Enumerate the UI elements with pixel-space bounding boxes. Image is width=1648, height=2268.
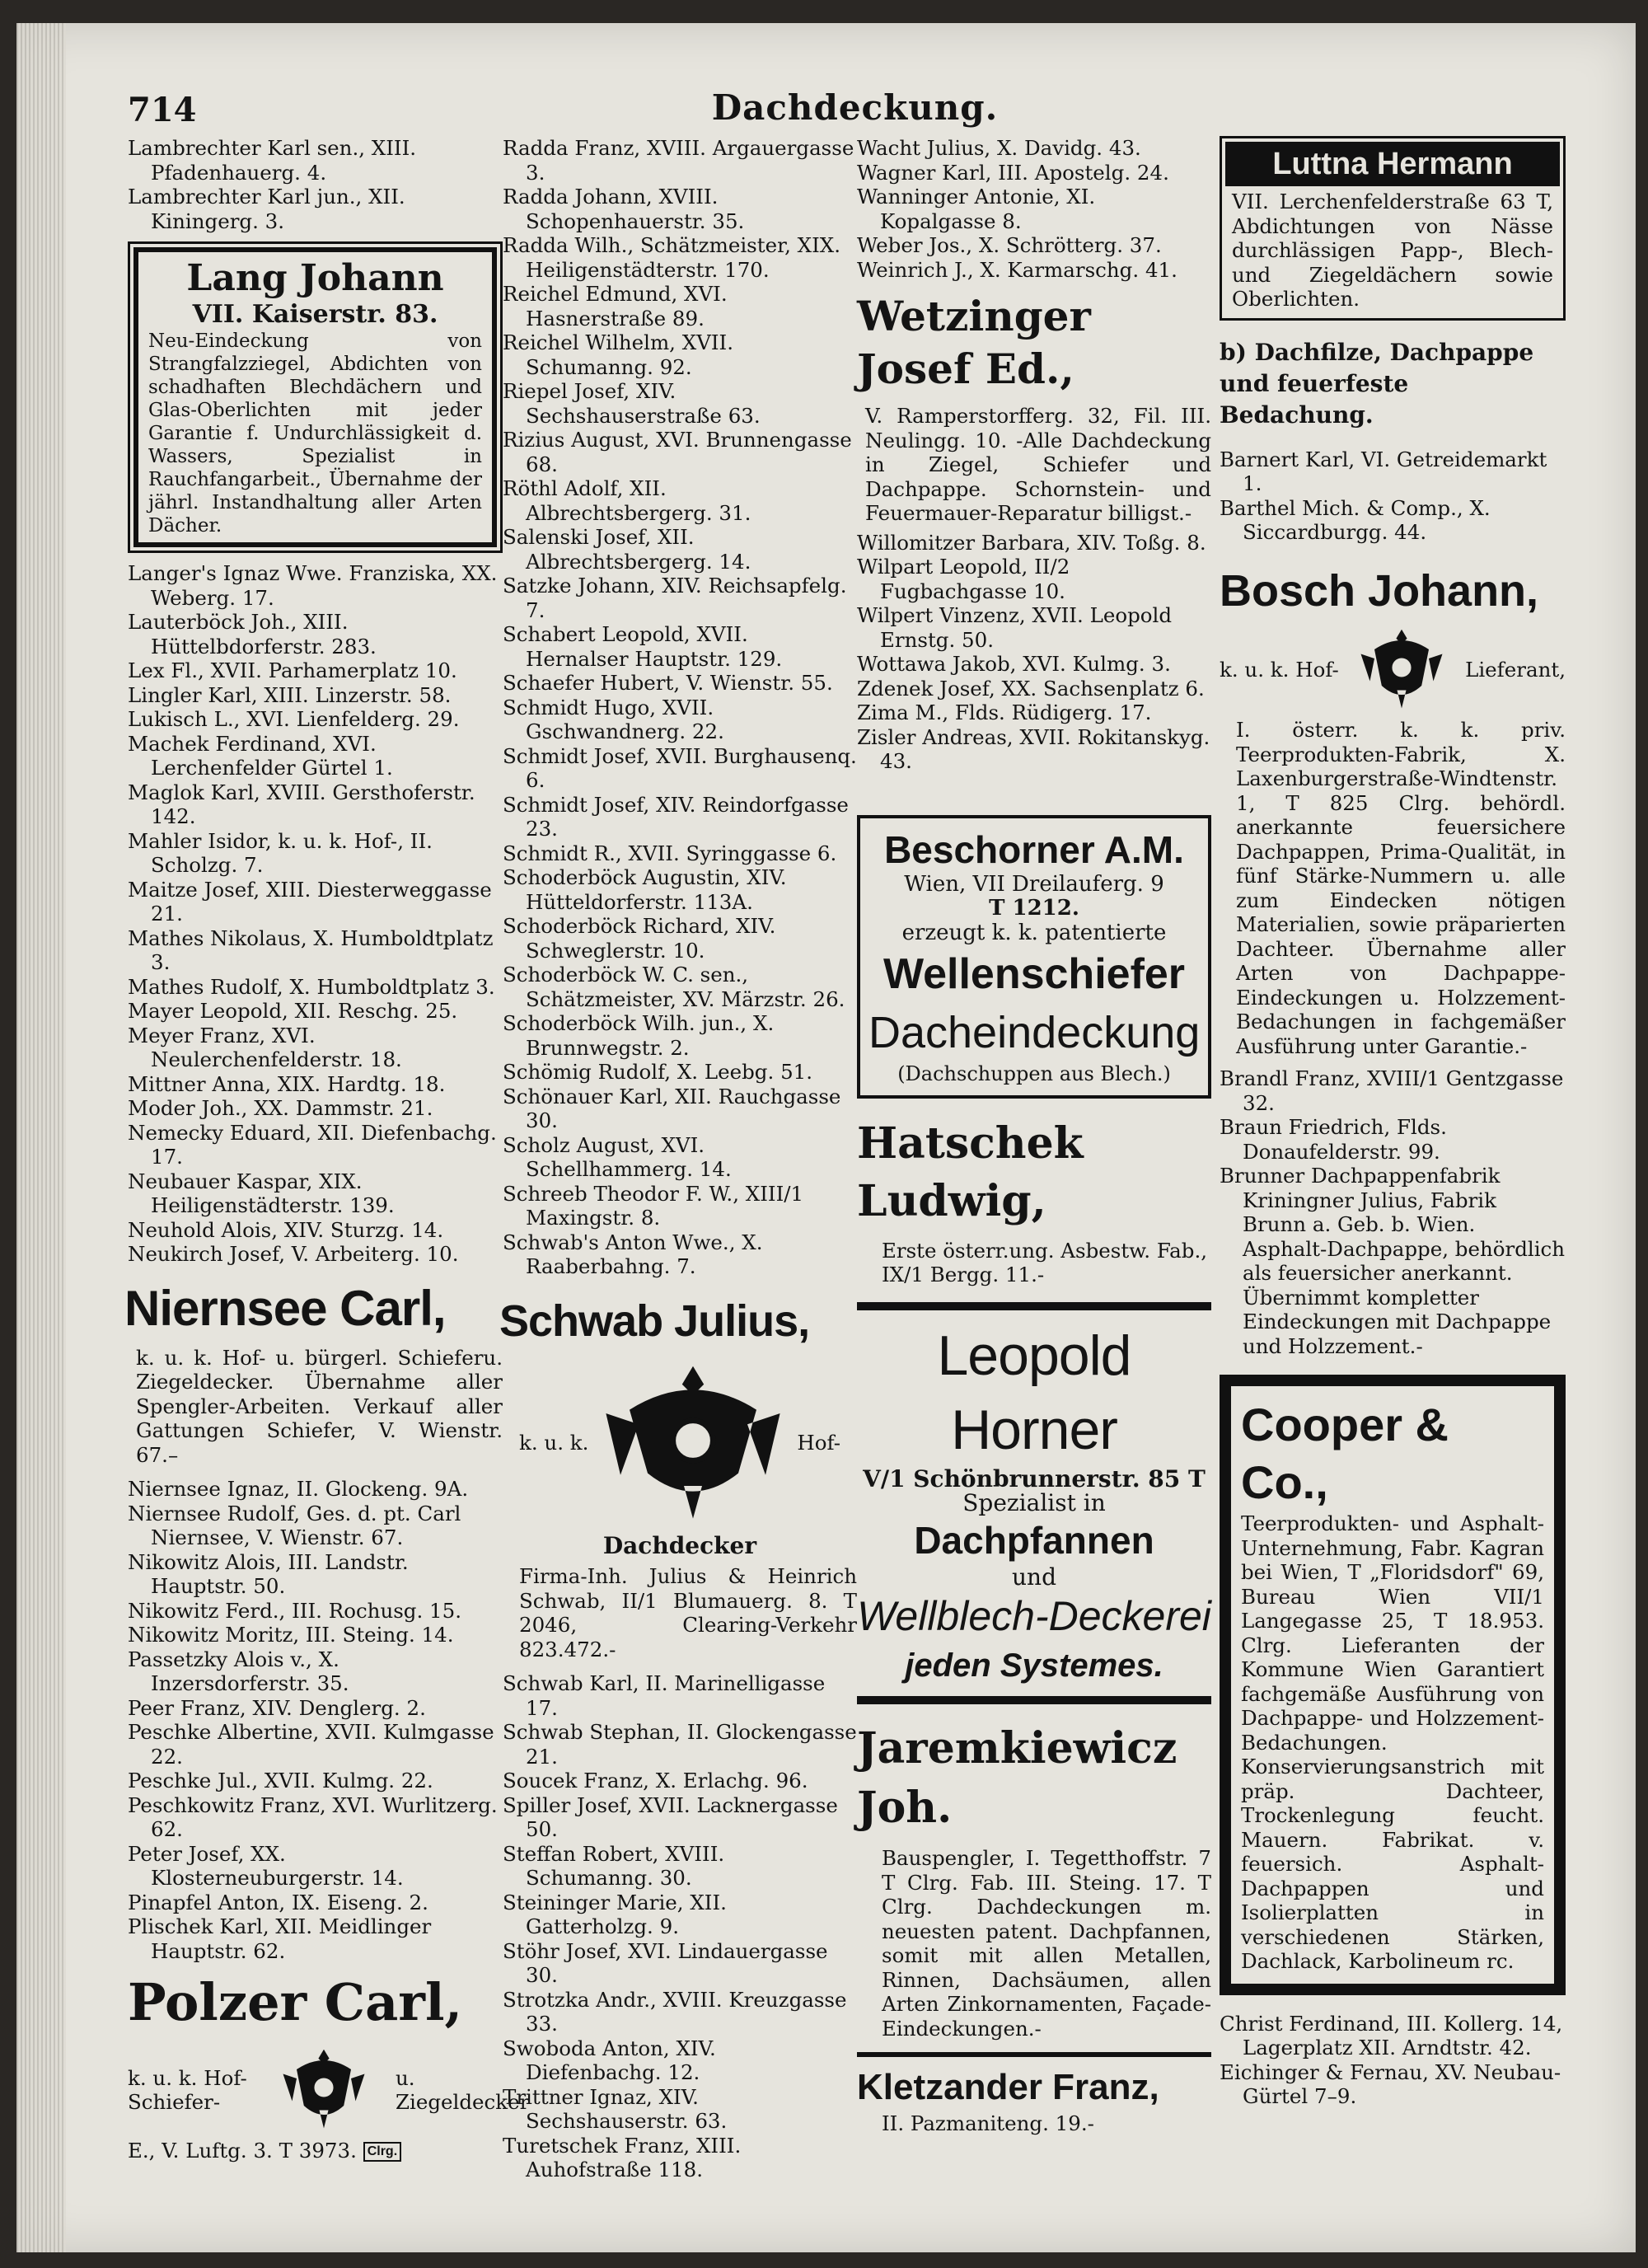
list-item: Lambrechter Karl jun., XII. Kiningerg. 3.: [128, 185, 405, 233]
list-item: Meyer Franz, XVI. Neulerchenfelderstr. 18.: [128, 1023, 402, 1071]
list-item: Wanninger Antonie, XI. Kopalgasse 8.: [857, 185, 1096, 233]
list-item: Schwab Stephan, II. Glockengasse 21.: [503, 1720, 857, 1769]
ad-schwab-left: k. u. k.: [519, 1431, 589, 1455]
list-item: Radda Franz, XVIII. Argauergasse 3.: [503, 136, 854, 185]
list-item: Neukirch Josef, V. Arbeiterg. 10.: [128, 1242, 459, 1266]
list-item: Wilpert Vinzenz, XVII. Leopold Ernstg. 50.: [857, 603, 1173, 652]
entry-list-mid: [1220, 1066, 1566, 1358]
list-item: Steffan Robert, XVIII. Schumanng. 30.: [503, 1841, 725, 1890]
list-item: Brandl Franz, XVIII/1 Gentzgasse 32.: [1220, 1066, 1564, 1115]
ad-phone: T 1212.: [989, 896, 1079, 921]
ad-bosch-left: k. u. k. Hof-: [1220, 658, 1339, 682]
double-eagle-icon: [279, 2042, 369, 2139]
ad-kletzander-name: Kletzander Franz,: [857, 2067, 1159, 2107]
list-item: Maglok Karl, XVIII. Gersthoferstr. 142.: [128, 780, 475, 828]
list-item: Plischek Karl, XII. Meidlinger Hauptstr. 62.: [128, 1914, 432, 1963]
list-item: Christ Ferdinand, III. Kollerg. 14, Lagerplatz XII. Arndtstr. 42.: [1220, 2011, 1563, 2059]
list-item: Reichel Wilhelm, XVII. Schumanng. 92.: [503, 330, 734, 379]
ad-bosch-line: [1220, 622, 1566, 719]
list-item: Wilpart Leopold, II/2 Fugbachgasse 10.: [857, 555, 1070, 603]
list-item: Schreeb Theodor F. W., XIII/1 Maxingstr. 8.: [503, 1181, 804, 1230]
ad-schwab-role: Dachdecker: [602, 1532, 757, 1559]
ad-polzer-line: [128, 2042, 530, 2139]
page-title: Dachdeckung.: [711, 87, 999, 128]
ad-text: VII. Lerchenfelderstraße 63 T, Abdichtungen von Nässe durchlässigen Papp-, Blech- und Ziegeldächern sowie Oberlichten.: [1232, 190, 1553, 311]
list-item: Swoboda Anton, XIV. Diefenbachg. 12.: [503, 2036, 716, 2084]
list-item: Peschke Albertine, XVII. Kulmgasse 22.: [128, 1720, 494, 1769]
ad-hatschek-name: Hatschek Ludwig,: [857, 1118, 1084, 1226]
list-item: Mahler Isidor, k. u. k. Hof-, II. Scholzg. 7.: [128, 828, 433, 877]
ad-title: Cooper & Co.,: [1241, 1399, 1449, 1508]
list-item: Moder Joh., XX. Dammstr. 21.: [128, 1096, 433, 1120]
ad-title: Luttna Hermann: [1225, 142, 1560, 186]
list-item: Lingler Karl, XIII. Linzerstr. 58.: [128, 682, 452, 707]
list-item: Schmidt Josef, XVII. Burghausenq. 6.: [503, 743, 857, 792]
divider: [857, 2052, 1211, 2057]
list-item: Lukisch L., XVI. Lienfelderg. 29.: [128, 707, 460, 731]
list-item: Riepel Josef, XIV. Sechshauserstraße 63.: [503, 379, 761, 428]
entry-list-top: [503, 136, 857, 1279]
ad-lang-johann: [128, 241, 503, 553]
list-item: Zdenek Josef, XX. Sachsenplatz 6.: [857, 676, 1205, 701]
list-item: Neuhold Alois, XIV. Sturzg. 14.: [128, 1217, 444, 1242]
list-item: Weber Jos., X. Schrötterg. 37.: [857, 233, 1162, 257]
ad-luttna-hermann: [1220, 136, 1566, 321]
list-item: Schwab Karl, II. Marinelligasse 17.: [503, 1671, 826, 1720]
ad-polzer-left: k. u. k. Hof-Schiefer-: [128, 2065, 247, 2115]
list-item: Schoderböck Richard, XIV. Schweglerstr. 10.: [503, 914, 776, 963]
ad-hatschek-text: Erste österr.ung. Asbestw. Fab., IX/1 Bergg. 11.-: [882, 1238, 1208, 1286]
ad-address: Wien, VII Dreilauferg. 9: [904, 871, 1164, 897]
ad-bosch-text: I. österr. k. k. priv. Teerprodukten-Fabrik, X. Laxenburgerstraße-Windtenstr. 1, T 825 Clrg. behördl. anerkannte feuersichere Dachpappen, Prima-Qualität, in fünf Stärke-Nummern u. alle zum Eindecken nötigen Materialien, sowie präparierten Dachteer. Übernahme aller Arten von Dachpappe-Eindeckungen u. Holzzement-Bedachungen in fachgemäßer Ausführung unter Garantie.-: [1236, 718, 1566, 1058]
list-item: Soucek Franz, X. Erlachg. 96.: [503, 1769, 808, 1792]
ad-big-2: Wellblech-Deckerei: [857, 1593, 1211, 1639]
ad-sub: (Dachschuppen aus Blech.): [897, 1062, 1171, 1085]
list-item: Wottawa Jakob, XVI. Kulmg. 3.: [857, 652, 1171, 676]
list-item: Nikowitz Moritz, III. Steing. 14.: [128, 1623, 454, 1647]
list-item: Mittner Anna, XIX. Hardtg. 18.: [128, 1071, 446, 1096]
list-item: Peschkowitz Franz, XVI. Wurlitzerg. 62.: [128, 1792, 498, 1841]
list-item: Mayer Leopold, XII. Reschg. 25.: [128, 999, 458, 1023]
list-item: Wagner Karl, III. Apostelg. 24.: [857, 160, 1169, 185]
page-header: [111, 82, 1599, 132]
ad-bosch-name: Bosch Johann,: [1220, 565, 1539, 616]
list-item: Schmidt Josef, XIV. Reindorfgasse 23.: [503, 792, 849, 841]
list-item: Wacht Julius, X. Davidg. 43.: [857, 136, 1141, 160]
list-item: Brunner Dachpappenfabrik Kriningner Julius, Fabrik Brunn a. Geb. b. Wien. Asphalt-Dachpappe, behördlich als feuersicher anerkannt. Übernimmt kompletter Eindeckungen mit Dachpappe und Holzzement.-: [1220, 1164, 1566, 1358]
entry-list-bottom: [128, 1477, 503, 1963]
ad-polzer-address: [128, 2139, 503, 2163]
list-item: Satzke Johann, XIV. Reichsapfelg. 7.: [503, 574, 847, 622]
list-item: Niernsee Rudolf, Ges. d. pt. Carl Niernsee, V. Wienstr. 67.: [128, 1501, 461, 1549]
ad-niernsee-text: k. u. k. Hof- u. bürgerl. Schieferu. Ziegeldecker. Übernahme aller Spengler-Arbeiten. Verkauf aller Gattungen Schiefer, V. Wienstr. 67.–: [136, 1345, 503, 1467]
ad-wetzinger-name: Wetzinger Josef Ed.,: [857, 292, 1091, 393]
ad-schwab-name: Schwab Julius,: [499, 1296, 810, 1346]
list-item: Neubauer Kaspar, XIX. Heiligenstädterstr. 139.: [128, 1169, 395, 1217]
list-item: Schwab's Anton Wwe., X. Raaberbahng. 7.: [503, 1230, 763, 1278]
list-item: Schoderböck Wilh. jun., X. Brunnwegstr. 2.: [503, 1011, 775, 1060]
ad-big-2: Dacheindeckung: [868, 1008, 1201, 1057]
list-item: Röthl Adolf, XII. Albrechtsbergerg. 31.: [503, 476, 751, 525]
list-item: Lauterböck Joh., XIII. Hüttelbdorferstr. 283.: [128, 610, 377, 658]
list-item: Braun Friedrich, Flds. Donaufelderstr. 99.: [1220, 1115, 1447, 1164]
list-item: Langer's Ignaz Wwe. Franziska, XX. Weberg. 17.: [128, 561, 498, 610]
entry-list-bottom: [503, 1671, 857, 2182]
clearing-badge: Clrg.: [363, 2142, 401, 2162]
column-1: [124, 136, 530, 2163]
list-item: Schaefer Hubert, V. Wienstr. 55.: [503, 671, 833, 695]
list-item: Turetschek Franz, XIII. Auhofstraße 118.: [503, 2133, 742, 2181]
column-3: [857, 136, 1211, 2136]
list-item: Peer Franz, XIV. Denglerg. 2.: [128, 1695, 426, 1720]
entry-list-bottom: [1220, 2012, 1566, 2109]
ad-beschorner: [857, 815, 1211, 1099]
list-item: Salenski Josef, XII. Albrechtsbergerg. 14.: [503, 525, 751, 574]
ad-big-3: jeden Systemes.: [905, 1647, 1163, 1684]
list-item: Schönauer Karl, XII. Rauchgasse 30.: [503, 1084, 841, 1132]
ad-title: Leopold Horner: [937, 1324, 1131, 1461]
list-item: Peschke Jul., XVII. Kulmg. 22.: [128, 1769, 433, 1792]
entry-list-mid: [128, 561, 503, 1267]
list-item: Schabert Leopold, XVII. Hernalser Hauptstr. 129.: [503, 622, 783, 671]
list-item: Spiller Josef, XVII. Lacknergasse 50.: [503, 1792, 838, 1841]
ad-polzer-name: Polzer Carl,: [128, 1972, 463, 2032]
ad-big-1: Dachpfannen: [914, 1518, 1154, 1562]
ad-niernsee-name: Niernsee Carl,: [124, 1280, 446, 1336]
ad-jaremkiewicz-text: Bauspengler, I. Tegetthoffstr. 7 T Clrg. Fab. III. Steing. 17. T Clrg. Dachdeckungen m. neuesten patent. Dachpfannen, somit mit allen Metallen, Rinnen, Dachsäumen, allen Arten Zinkornamenten, Façade-Eindeckungen.-: [882, 1846, 1211, 2041]
list-item: Passetzky Alois v., X. Inzersdorferstr. 35.: [128, 1647, 349, 1695]
list-item: Lambrechter Karl sen., XIII. Pfadenhauerg. 4.: [128, 136, 417, 185]
list-item: Radda Wilh., Schätzmeister, XIX. Heiligenstädterstr. 170.: [503, 233, 841, 282]
list-item: Barthel Mich. & Comp., X. Siccardburgg. 44.: [1220, 495, 1491, 544]
list-item: Niernsee Ignaz, II. Glockeng. 9A.: [128, 1477, 469, 1501]
ad-horner: [857, 1302, 1211, 1705]
list-item: Radda Johann, XVIII. Schopenhauerstr. 35.: [503, 185, 745, 233]
entry-list-mid: [857, 531, 1211, 774]
list-item: Strotzka Andr., XVIII. Kreuzgasse 33.: [503, 1987, 847, 2036]
list-item: Schömig Rudolf, X. Leebg. 51.: [503, 1060, 813, 1084]
ad-title: Lang Johann: [186, 257, 444, 299]
column-4: [1220, 136, 1566, 2109]
entry-list-top: [1220, 448, 1566, 545]
ad-line: erzeugt k. k. patentierte: [901, 920, 1167, 945]
ad-schwab-text: Firma-Inh. Julius & Heinrich Schwab, II/1 Blumauerg. 8. T 2046, Clearing-Verkehr 823.472.-: [519, 1564, 857, 1661]
list-item: Schmidt Hugo, XVII. Gschwandnerg. 22.: [503, 695, 724, 743]
page-edge: [16, 23, 66, 2252]
list-item: Peter Josef, XX. Klosterneuburgerstr. 14.: [128, 1841, 404, 1890]
list-item: Zisler Andreas, XVII. Rokitanskyg. 43.: [857, 724, 1210, 773]
list-item: Steininger Marie, XII. Gatterholzg. 9.: [503, 1890, 727, 1938]
ad-text: Neu-Eindeckung von Strangfalzziegel, Abdichten von schadhaften Blechdächern und Glas-Oberlichten mit jeder Garantie f. Undurchlässigkeit d. Wassers, Spezialist in Rauchfangarbeit., Übernahme der jährl. Instandhaltung aller Arten Dächer.: [148, 330, 482, 537]
list-item: Lex Fl., XVII. Parhamerplatz 10.: [128, 658, 457, 682]
list-item: Schoderböck W. C. sen., Schätzmeister, XV. Märzstr. 26.: [503, 963, 845, 1011]
double-eagle-icon: [602, 1358, 784, 1529]
ad-kletzander-address: II. Pazmaniteng. 19.-: [882, 2111, 1094, 2135]
ad-address: V/1 Schönbrunnerstr. 85 T: [863, 1464, 1206, 1492]
ad-title: Beschorner A.M.: [884, 827, 1184, 871]
ad-address: VII. Kaiserstr. 83.: [192, 300, 438, 329]
list-item: Maitze Josef, XIII. Diesterweggasse 21.: [128, 877, 492, 925]
ad-bosch-right: Lieferant,: [1465, 658, 1566, 682]
list-item: Nemecky Eduard, XII. Diefenbachg. 17.: [128, 1120, 497, 1169]
ad-schwab-right: Hof-: [797, 1431, 840, 1455]
list-item: Stöhr Josef, XVI. Lindauergasse 30.: [503, 1938, 828, 1987]
list-item: Rizius August, XVI. Brunnengasse 68.: [503, 428, 852, 476]
section-heading: b) Dachfilze, Dachpappe und feuerfeste Bedachung.: [1220, 338, 1534, 429]
list-item: Scholz August, XVI. Schellhammerg. 14.: [503, 1132, 732, 1181]
ad-polzer-address-text: E., V. Luftg. 3. T 3973.: [128, 2138, 357, 2163]
ad-text: Teerprodukten- und Asphalt-Unternehmung, Fabr. Kagran bei Wien, T „Floridsdorf" 69, Bureau Wien VII/1 Langegasse 25, T 18.953. Clrg. Lieferanten der Kommune Wien Garantiert fachgemäße Ausführung von Dachpappe- und Holzzement-Bedachungen. Konservierungsanstrich mit präp. Dachteer, Trockenlegung feucht. Mauern. Fabrikat. v. feuersich. Asphalt-Dachpappen und Isolierplatten in verschiedenen Stärken, Dachlack, Karbolineum rc.: [1241, 1511, 1544, 1973]
ad-cooper: [1220, 1375, 1566, 1995]
list-item: Barnert Karl, VI. Getreidemarkt 1.: [1220, 447, 1547, 495]
page-number: 714: [128, 91, 197, 129]
list-item: Mathes Rudolf, X. Humboldtplatz 3.: [128, 974, 495, 999]
ad-jaremkiewicz-name: Jaremkiewicz Joh.: [857, 1723, 1177, 1833]
list-item: Schmidt R., XVII. Syringgasse 6.: [503, 841, 837, 865]
ad-big-1: Wellenschiefer: [883, 950, 1186, 998]
list-item: Nikowitz Alois, III. Landstr. Hauptstr. 50.: [128, 1549, 409, 1598]
ad-polzer-right: u. Ziegeldecker: [396, 2065, 530, 2115]
ad-schwab-line: [503, 1358, 857, 1529]
entry-list-top: [128, 136, 503, 233]
list-item: Schoderböck Augustin, XIV. Hütteldorferstr. 113A.: [503, 865, 787, 914]
list-item: Machek Ferdinand, XVI. Lerchenfelder Gürtel 1.: [128, 731, 393, 780]
list-item: Nikowitz Ferd., III. Rochusg. 15.: [128, 1598, 462, 1623]
list-item: Pinapfel Anton, IX. Eiseng. 2.: [128, 1890, 428, 1914]
list-item: Mathes Nikolaus, X. Humboldtplatz 3.: [128, 925, 494, 974]
double-eagle-icon: [1356, 622, 1447, 719]
list-item: Zima M., Flds. Rüdigerg. 17.: [857, 701, 1152, 724]
list-item: Eichinger & Fernau, XV. Neubau-Gürtel 7–9.: [1220, 2059, 1561, 2108]
list-item: Reichel Edmund, XVI. Hasnerstraße 89.: [503, 282, 728, 330]
list-item: Weinrich J., X. Karmarschg. 41.: [857, 257, 1177, 282]
ad-line: Spezialist in: [962, 1489, 1106, 1516]
list-item: Trittner Ignaz, XIV. Sechshauserstr. 63.: [503, 2084, 728, 2133]
entry-list-top: [857, 136, 1211, 282]
list-item: Willomitzer Barbara, XIV. Toßg. 8.: [857, 530, 1206, 555]
ad-wetzinger-text: V. Ramperstorfferg. 32, Fil. III. Neulingg. 10. -Alle Dachdeckung in Ziegel, Schiefer und Dachpappe. Schornstein- und Feuermauer-Reparatur billigst.-: [865, 404, 1211, 525]
column-2: [499, 136, 857, 2182]
ad-und: und: [1012, 1563, 1056, 1591]
